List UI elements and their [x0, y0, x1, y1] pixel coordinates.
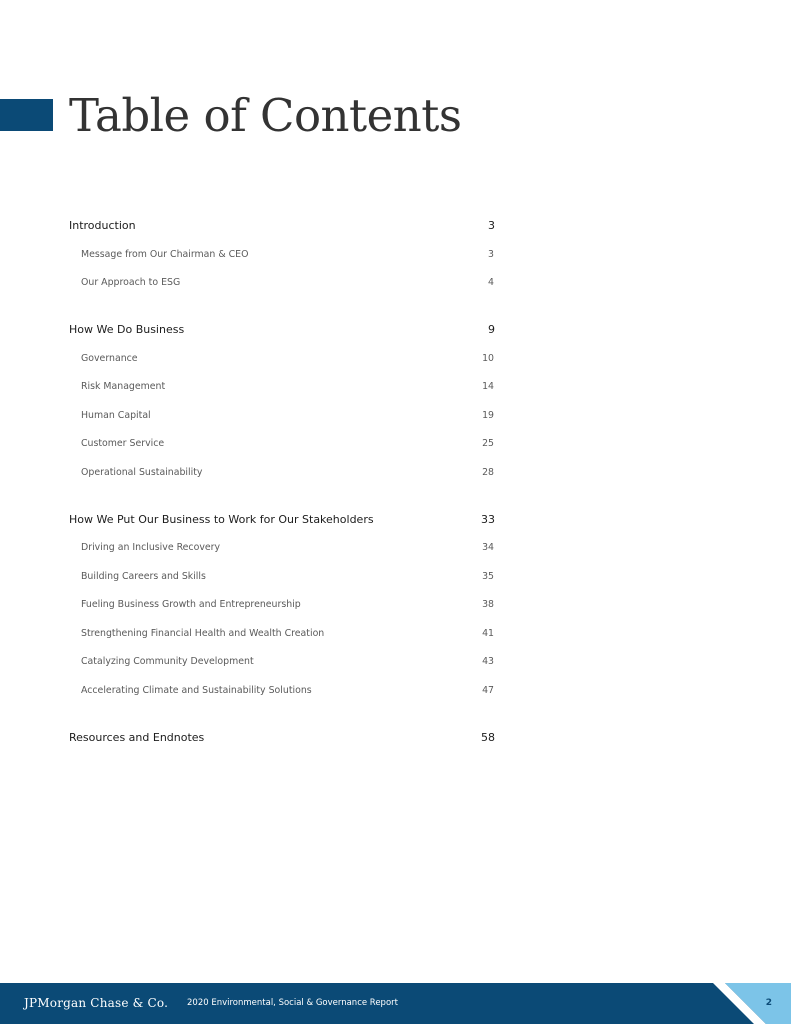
toc-page-number: 43: [482, 656, 494, 667]
toc-page-number: 33: [481, 513, 495, 526]
toc-entry-risk-management[interactable]: [0, 377, 791, 397]
toc-label: Our Approach to ESG: [81, 277, 181, 288]
toc-entry-community-development[interactable]: [0, 652, 791, 672]
toc-section-how-we-do-business[interactable]: [0, 320, 791, 340]
toc-page-number: 58: [481, 731, 495, 744]
toc-page-number: 19: [482, 410, 494, 421]
toc-label: Risk Management: [81, 381, 166, 392]
toc-page-number: 41: [482, 628, 494, 639]
toc-section-stakeholders[interactable]: [0, 510, 791, 530]
toc-label: Building Careers and Skills: [81, 571, 206, 582]
toc-label: Strengthening Financial Health and Wealth Creation: [81, 628, 325, 639]
company-logo: JPMorgan Chase & Co.: [24, 996, 169, 1010]
page-title: Table of Contents: [69, 89, 462, 142]
toc-label: Operational Sustainability: [81, 467, 203, 478]
toc-label: Driving an Inclusive Recovery: [81, 542, 221, 553]
toc-label: Governance: [81, 353, 138, 364]
toc-page-number: 3: [488, 249, 494, 260]
toc-page-number: 47: [482, 685, 494, 696]
toc-label: Message from Our Chairman & CEO: [81, 249, 249, 260]
toc-page-number: 28: [482, 467, 494, 478]
toc-page-number: 38: [482, 599, 494, 610]
toc-section-introduction[interactable]: [0, 216, 791, 236]
toc-label: Customer Service: [81, 438, 165, 449]
report-title: 2020 Environmental, Social & Governance Report: [187, 998, 398, 1008]
toc-label: Resources and Endnotes: [69, 731, 205, 744]
footer-bar: [0, 983, 791, 1024]
toc-entry-climate-solutions[interactable]: [0, 681, 791, 701]
toc-page-number: 14: [482, 381, 494, 392]
toc-section-resources[interactable]: [0, 728, 791, 748]
toc-entry-human-capital[interactable]: [0, 406, 791, 426]
toc-label: Human Capital: [81, 410, 151, 421]
toc-page-number: 10: [482, 353, 494, 364]
toc-label: How We Do Business: [69, 323, 185, 336]
toc-entry-customer-service[interactable]: [0, 434, 791, 454]
toc-entry-governance[interactable]: [0, 349, 791, 369]
toc-page-number: 34: [482, 542, 494, 553]
toc-entry-inclusive-recovery[interactable]: [0, 538, 791, 558]
toc-page-number: 4: [488, 277, 494, 288]
toc-entry-approach-esg[interactable]: [0, 273, 791, 293]
toc-entry-financial-health[interactable]: [0, 624, 791, 644]
toc-entry-message-chairman[interactable]: [0, 245, 791, 265]
toc-entry-operational-sustainability[interactable]: [0, 463, 791, 483]
toc-entry-business-growth[interactable]: [0, 595, 791, 615]
footer-page-tab: [713, 983, 791, 1024]
page-number: 2: [765, 998, 772, 1008]
toc-page-number: 9: [488, 323, 495, 336]
toc-label: Catalyzing Community Development: [81, 656, 254, 667]
toc-page-number: 35: [482, 571, 494, 582]
toc-label: How We Put Our Business to Work for Our Stakeholders: [69, 513, 374, 526]
toc-label: Fueling Business Growth and Entrepreneurship: [81, 599, 301, 610]
toc-page-number: 3: [488, 219, 495, 232]
toc-label: Accelerating Climate and Sustainability Solutions: [81, 685, 312, 696]
toc-label: Introduction: [69, 219, 136, 232]
toc-entry-careers-skills[interactable]: [0, 567, 791, 587]
toc-page-number: 25: [482, 438, 494, 449]
